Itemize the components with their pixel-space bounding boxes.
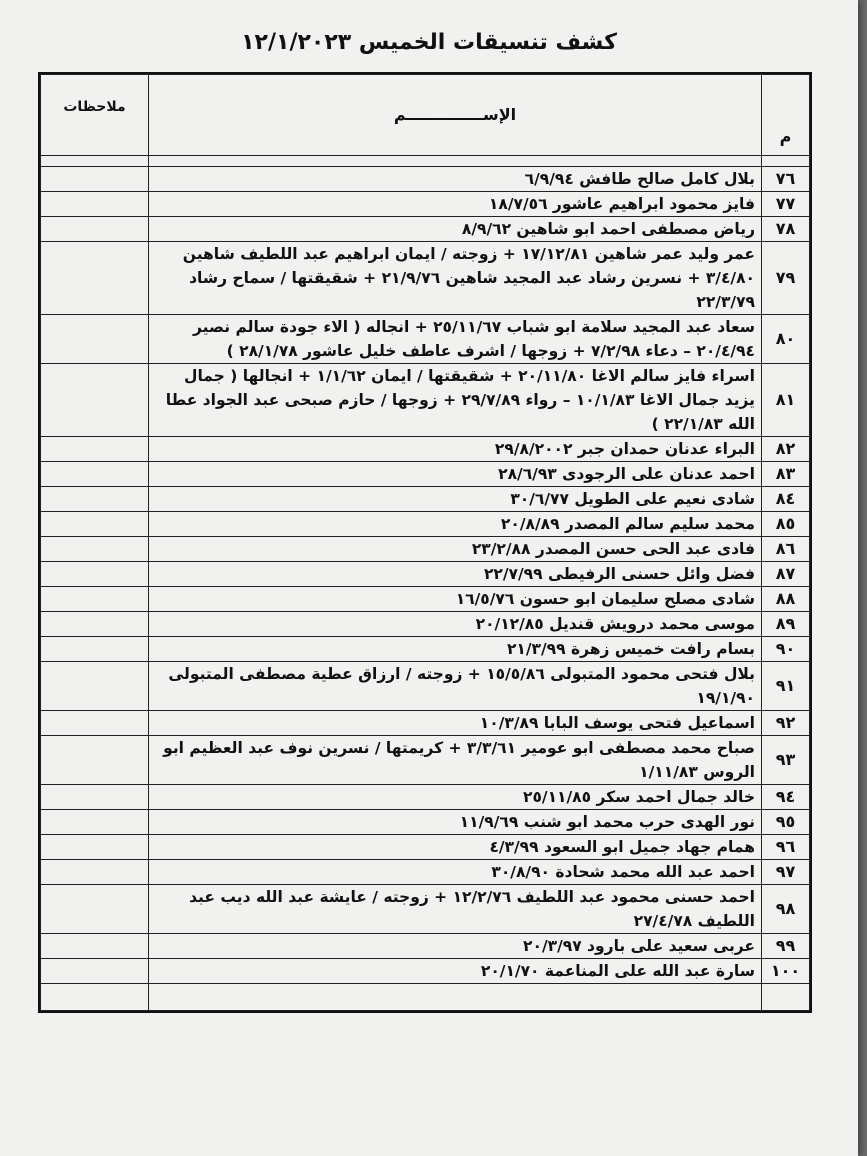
row-notes (41, 487, 149, 512)
row-name: احمد حسنى محمود عبد اللطيف ١٢/٢/٧٦ + زوجته / عايشة عبد الله ديب عبد اللطيف ٢٧/٤/٧٨ (149, 885, 762, 934)
row-number: ٩٠ (762, 637, 810, 662)
row-name: البراء عدنان حمدان جبر ٢٩/٨/٢٠٠٢ (149, 437, 762, 462)
table-gap-row (41, 156, 810, 167)
row-number: ٨٠ (762, 315, 810, 364)
row-number: ٩٢ (762, 711, 810, 736)
row-name: فادى عبد الحى حسن المصدر ٢٣/٢/٨٨ (149, 537, 762, 562)
names-table (40, 74, 810, 1011)
row-number: ٩١ (762, 662, 810, 711)
row-notes (41, 637, 149, 662)
row-number: ٨١ (762, 364, 810, 437)
header-name: الإســــــــــــــم (149, 75, 762, 156)
table-row (41, 711, 810, 736)
row-number: ٨٢ (762, 437, 810, 462)
row-number: ٧٨ (762, 217, 810, 242)
row-name: شادى مصلح سليمان ابو حسون ١٦/٥/٧٦ (149, 587, 762, 612)
table-row (41, 562, 810, 587)
row-number: ٧٧ (762, 192, 810, 217)
row-name: شادى نعيم على الطويل ٣٠/٦/٧٧ (149, 487, 762, 512)
table-row (41, 885, 810, 934)
row-name: بلال كامل صالح طافش ٦/٩/٩٤ (149, 167, 762, 192)
row-notes (41, 437, 149, 462)
table-body (41, 156, 810, 1011)
table-row (41, 537, 810, 562)
row-notes (41, 242, 149, 315)
row-notes (41, 462, 149, 487)
row-number: ٩٩ (762, 934, 810, 959)
table-row (41, 959, 810, 984)
row-notes (41, 934, 149, 959)
table-row (41, 315, 810, 364)
row-name: سارة عبد الله على المناعمة ٢٠/١/٧٠ (149, 959, 762, 984)
row-number: ٨٦ (762, 537, 810, 562)
row-name: فضل وائل حسنى الرفيطى ٢٢/٧/٩٩ (149, 562, 762, 587)
row-notes (41, 810, 149, 835)
row-notes (41, 835, 149, 860)
row-notes (41, 364, 149, 437)
table-row (41, 810, 810, 835)
table-row (41, 242, 810, 315)
row-name: خالد جمال احمد سكر ٢٥/١١/٨٥ (149, 785, 762, 810)
row-name: محمد سليم سالم المصدر ٢٠/٨/٨٩ (149, 512, 762, 537)
row-name: فايز محمود ابراهيم عاشور ١٨/٧/٥٦ (149, 192, 762, 217)
row-notes (41, 167, 149, 192)
row-name: عربى سعيد على بارود ٢٠/٣/٩٧ (149, 934, 762, 959)
row-name: بسام رافت خميس زهرة ٢١/٣/٩٩ (149, 637, 762, 662)
table-row (41, 192, 810, 217)
names-table-frame (38, 72, 812, 1013)
row-notes (41, 662, 149, 711)
row-name: نور الهدى حرب محمد ابو شنب ١١/٩/٦٩ (149, 810, 762, 835)
table-row (41, 637, 810, 662)
row-number: ٨٤ (762, 487, 810, 512)
row-notes (41, 217, 149, 242)
row-notes (41, 711, 149, 736)
row-number: ٨٣ (762, 462, 810, 487)
row-notes (41, 860, 149, 885)
table-row (41, 587, 810, 612)
table-row (41, 487, 810, 512)
row-notes (41, 192, 149, 217)
row-number: ٨٨ (762, 587, 810, 612)
row-notes (41, 537, 149, 562)
table-row (41, 462, 810, 487)
table-row (41, 612, 810, 637)
row-notes (41, 612, 149, 637)
table-tail-row (41, 984, 810, 1011)
row-number: ٨٥ (762, 512, 810, 537)
row-name: بلال فتحى محمود المتبولى ١٥/٥/٨٦ + زوجته / ارزاق عطية مصطفى المتبولى ١٩/١/٩٠ (149, 662, 762, 711)
row-name: اسماعيل فتحى يوسف البابا ١٠/٣/٨٩ (149, 711, 762, 736)
row-name: عمر وليد عمر شاهين ١٧/١٢/٨١ + زوجته / ايمان ابراهيم عبد اللطيف شاهين ٣/٤/٨٠ + نسرين رشاد عبد المجيد شاهين ٢١/٩/٧٦ + شقيقتها / سماح رشاد ٢٢/٣/٧٩ (149, 242, 762, 315)
row-number: ٩٨ (762, 885, 810, 934)
table-row (41, 512, 810, 537)
table-row (41, 662, 810, 711)
row-number: ٨٩ (762, 612, 810, 637)
row-name: سعاد عبد المجيد سلامة ابو شباب ٢٥/١١/٦٧ + انجاله ( الاء جودة سالم نصير ٢٠/٤/٩٤ – دعاء ٧/٢/٩٨ + زوجها / اشرف عاطف خليل عاشور ٢٨/١/٧٨ ) (149, 315, 762, 364)
header-notes: ملاحظات (41, 75, 149, 156)
row-notes (41, 512, 149, 537)
row-name: رياض مصطفى احمد ابو شاهين ٨/٩/٦٢ (149, 217, 762, 242)
row-name: موسى محمد درويش قنديل ٢٠/١٢/٨٥ (149, 612, 762, 637)
row-name: احمد عدنان على الرجودى ٢٨/٦/٩٣ (149, 462, 762, 487)
row-number: ٩٤ (762, 785, 810, 810)
row-notes (41, 587, 149, 612)
row-number: ٩٦ (762, 835, 810, 860)
row-number: ٨٧ (762, 562, 810, 587)
row-notes (41, 736, 149, 785)
row-number: ١٠٠ (762, 959, 810, 984)
table-row (41, 217, 810, 242)
row-name: صباح محمد مصطفى ابو عومير ٣/٣/٦١ + كريمتها / نسرين نوف عبد العظيم ابو الروس ١/١١/٨٣ (149, 736, 762, 785)
table-header-row (41, 75, 810, 156)
row-notes (41, 785, 149, 810)
row-number: ٩٣ (762, 736, 810, 785)
row-notes (41, 562, 149, 587)
table-row (41, 835, 810, 860)
table-row (41, 934, 810, 959)
row-notes (41, 885, 149, 934)
row-number: ٩٧ (762, 860, 810, 885)
row-number: ٩٥ (762, 810, 810, 835)
table-row (41, 736, 810, 785)
header-number: م (762, 75, 810, 156)
row-name: اسراء فايز سالم الاغا ٢٠/١١/٨٠ + شقيقتها / ايمان ١/١/٦٢ + انجالها ( جمال يزيد جمال الاغا ١٠/١/٨٣ – رواء ٢٩/٧/٨٩ + زوجها / حازم صبحى عبد الجواد عطا الله ٢٢/١/٨٣ ) (149, 364, 762, 437)
table-row (41, 364, 810, 437)
row-number: ٧٩ (762, 242, 810, 315)
table-row (41, 167, 810, 192)
row-notes (41, 315, 149, 364)
table-row (41, 860, 810, 885)
row-notes (41, 959, 149, 984)
table-row (41, 437, 810, 462)
table-row (41, 785, 810, 810)
row-number: ٧٦ (762, 167, 810, 192)
document-title: كشف تنسيقات الخميس ١٢/١/٢٠٢٣ (241, 30, 617, 55)
row-name: احمد عبد الله محمد شحادة ٣٠/٨/٩٠ (149, 860, 762, 885)
row-name: همام جهاد جميل ابو السعود ٤/٣/٩٩ (149, 835, 762, 860)
